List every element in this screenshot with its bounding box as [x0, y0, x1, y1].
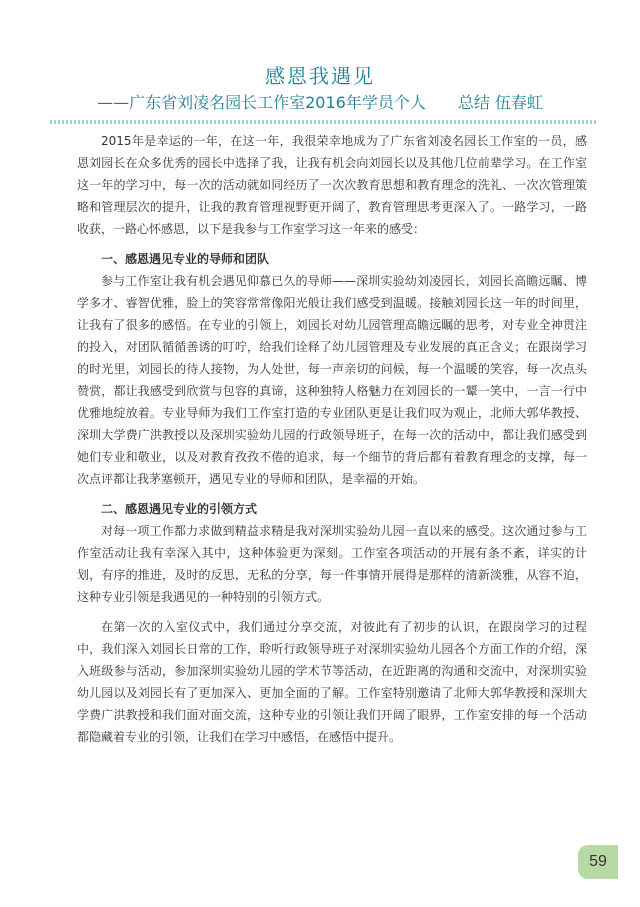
dotted-divider [50, 120, 598, 124]
section-1-paragraph: 参与工作室让我有机会遇见仰慕已久的导师——深圳实验幼刘凌园长，刘园长高瞻远瞩、博学多才、睿智优雅，脸上的笑容常常像阳光般让我们感受到温暖。接触刘园长这一年的时间里，让我有了很多的感悟。在专业的引领上，刘园长对幼儿园管理高瞻远瞩的思考，对专业全神贯注的投入，对团队循循善诱的叮咛，给我们诠释了幼儿园管理及专业发展的真正含义；在跟岗学习的时光里，刘园长的待人接物，为人处世，每一声亲切的问候，每一个温暖的笑容，每一次点头赞赏，都让我感受到欣赏与包容的真谛，这种独特人格魅力在刘园长的一颦一笑中，一言一行中优雅地绽放着。专业导师为我们工作室打造的专业团队更是让我们叹为观止，北师大郭华教授、深圳大学费广洪教授以及深圳实验幼儿园的行政领导班子，在每一次的活动中，都让我们感受到她们专业和敬业，以及对教育孜孜不倦的追求，每一个细节的背后都有着教育理念的支撑，每一次点评都让我茅塞顿开，遇见专业的导师和团队，是幸福的开始。 [77, 274, 587, 486]
intro-paragraph: 2015年是幸运的一年，在这一年，我很荣幸地成为了广东省刘凌名园长工作室的一员，感恩刘园长在众多优秀的园长中选择了我，让我有机会向刘园长以及其他几位前辈学习。在工作室这一年的学习中，每一次的活动就如同经历了一次次教育思想和教育理念的洗礼、一次次管理策略和管理层次的提升，让我的教育管理视野更开阔了，教育管理思考更深入了。一路学习，一路收获，一路心怀感恩，以下是我参与工作室学习这一年来的感受： [77, 134, 587, 236]
page-number: 59 [578, 845, 618, 879]
section-heading-2: 二、感恩遇见专业的引领方式 [101, 502, 258, 516]
section-heading-1: 一、感恩遇见专业的导师和团队 [101, 252, 270, 266]
section-2-paragraph-1: 对每一项工作都力求做到精益求精是我对深圳实验幼儿园一直以来的感受。这次通过参与工作室活动让我有幸深入其中，这种体验更为深刻。工作室各项活动的开展有条不紊，详实的计划，有序的推进，及时的反思，无私的分享，每一件事情开展得是那样的清新淡雅，从容不迫，这种专业引领是我遇见的一种特别的引领方式。 [77, 524, 587, 604]
document-title: 感恩我遇见 [265, 64, 375, 88]
document-subtitle: ——广东省刘凌名园长工作室2016年学员个人 总结 伍春虹 [97, 93, 543, 112]
document-body [77, 130, 587, 748]
section-2-paragraph-2: 在第一次的入室仪式中，我们通过分享交流，对彼此有了初步的认识，在跟岗学习的过程中，我们深入刘园长日常的工作，聆听行政领导班子对深圳实验幼儿园各个方面工作的介绍，深入班级参与活动，参加深圳实验幼儿园的学术节等活动，在近距离的沟通和交流中，对深圳实验幼儿园以及刘园长有了更加深入、更加全面的了解。工作室特别邀请了北师大郭华教授和深圳大学费广洪教授和我们面对面交流，这种专业的引领让我们开阔了眼界，工作室安排的每一个活动都隐藏着专业的引领，让我们在学习中感悟，在感悟中提升。 [77, 620, 587, 744]
